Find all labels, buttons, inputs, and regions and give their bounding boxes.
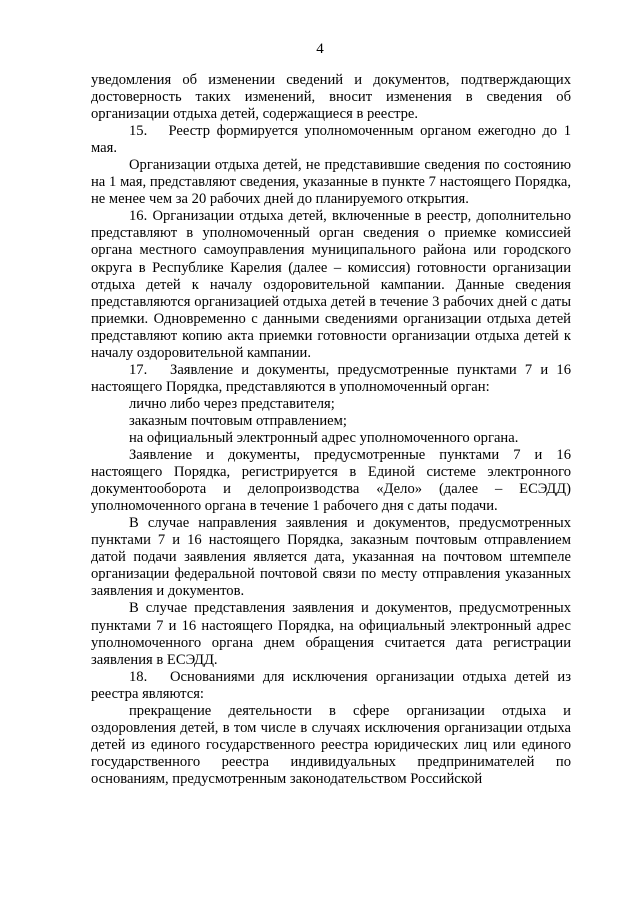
paragraph-item-17: 17. Заявление и документы, предусмотренные пунктами 7 и 16 настоящего Порядка, представляются в уполномоченный орган: [91, 361, 571, 395]
list-item-electronic-address: на официальный электронный адрес уполномоченного органа. [129, 429, 519, 446]
paragraph-item-16: 16. Организации отдыха детей, включенные в реестр, дополнительно представляют в уполномоченный орган сведения о приемке комиссией органа местного самоуправления муниципального района или городского округа в Республике Карелия (далее – комиссия) готовности организации отдыха детей к началу оздоровительной кампании. Данные сведения представляются организацией отдыха детей в течение 3 рабочих дней с даты приемки. Одновременно с данными сведениями организации отдыха детей представляют копию акта приемки готовности организации отдыха детей к началу оздоровительной кампании. [91, 208, 571, 361]
paragraph-electronic-submission: В случае представления заявления и документов, предусмотренных пунктами 7 и 16 настоящего Порядка, на официальный электронный адрес уполномоченного органа днем обращения считается дата регистрации заявления в ЕСЭДД. [91, 600, 571, 668]
document-body [91, 72, 571, 788]
paragraph-continuation: уведомления об изменении сведений и документов, подтверждающих достоверность таких изменений, вносит изменения в сведения об организации отдыха детей, содержащиеся в реестре. [91, 72, 571, 123]
paragraph-mail-submission: В случае направления заявления и документов, предусмотренных пунктами 7 и 16 настоящего Порядка, заказным почтовым отправлением датой подачи заявления является дата, указанная на почтовом штемпеле организации федеральной почтовой связи по месту отправления указанных заявления и документов. [91, 515, 571, 600]
list-item-registered-mail: заказным почтовым отправлением; [129, 412, 347, 429]
paragraph-registration: Заявление и документы, предусмотренные пунктами 7 и 16 настоящего Порядка, регистрируется в Единой системе электронного документооборота и делопроизводства «Дело» (далее – ЕСЭДД) уполномоченного органа в течение 1 рабочего дня с даты подачи. [91, 447, 571, 515]
paragraph-item-15-details: Организации отдыха детей, не представившие сведения по состоянию на 1 мая, представляют сведения, указанные в пункте 7 настоящего Порядка, не менее чем за 20 рабочих дней до планируемого открытия. [91, 157, 571, 208]
paragraph-item-15: 15. Реестр формируется уполномоченным органом ежегодно до 1 мая. [91, 123, 571, 157]
paragraph-termination-grounds: прекращение деятельности в сфере организации отдыха и оздоровления детей, в том числе в случаях исключения организации отдыха детей из единого государственного реестра юридических лиц или единого государственного реестра индивидуальных предпринимателей по основаниям, предусмотренным законодательством Российской [91, 702, 571, 787]
page-number: 4 [316, 41, 324, 57]
list-item-in-person: лично либо через представителя; [129, 395, 335, 412]
paragraph-item-18: 18. Основаниями для исключения организации отдыха детей из реестра являются: [91, 668, 571, 702]
